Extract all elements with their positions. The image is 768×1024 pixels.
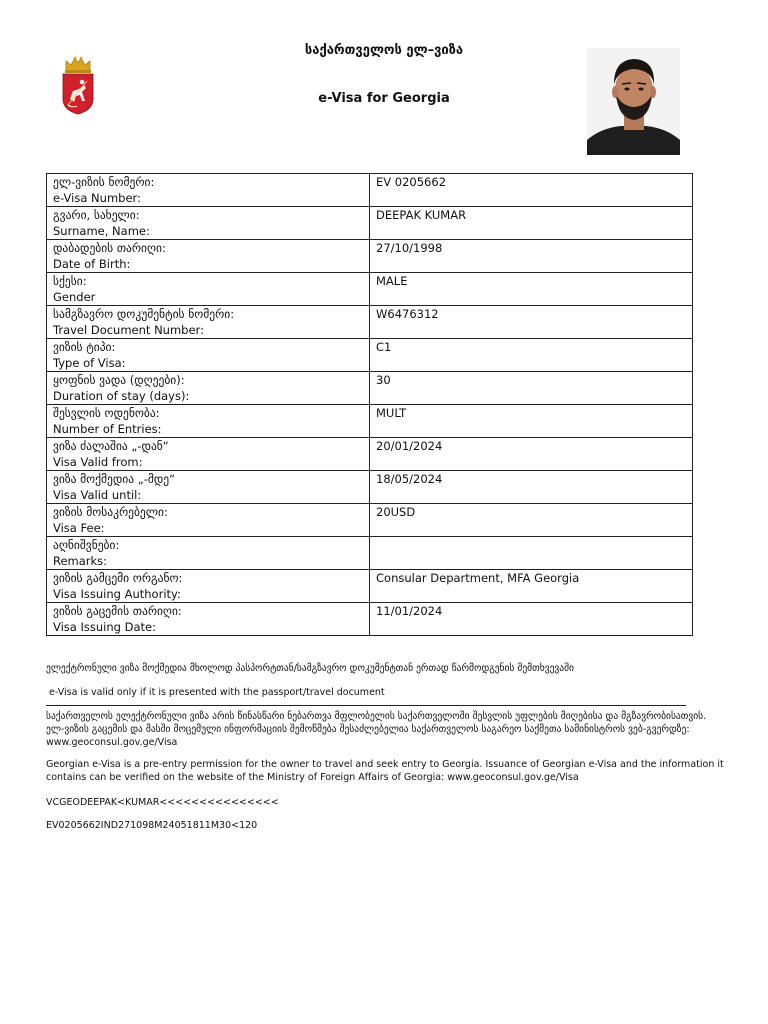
field-value: 27/10/1998 [370,240,693,273]
holder-photo [587,48,680,155]
mrz-line-2: EV0205662IND271098M24051811M30<120 [46,820,258,831]
field-value: 20USD [370,504,693,537]
label-en: Duration of stay (days): [53,388,190,403]
validity-note-ka: ელექტრონული ვიზა მოქმედია მხოლოდ პასპორტთან/სამგზავრო დოკუმენტთან ერთად წარმოდგენის შემთხვევაში [46,663,574,674]
field-value: DEEPAK KUMAR [370,207,693,240]
field-value: MULT [370,405,693,438]
field-value: 20/01/2024 [370,438,693,471]
table-row [47,570,693,603]
table-row [47,372,693,405]
field-label [47,207,370,240]
label-ka: სქესი: [53,274,87,288]
label-en: Travel Document Number: [53,322,204,337]
field-label [47,372,370,405]
table-row [47,438,693,471]
table-row [47,273,693,306]
label-ka: სამგზავრო დოკუმენტის ნომერი: [53,307,235,321]
label-en: Visa Valid from: [53,454,143,469]
label-ka: ვიზის ტიპი: [53,340,116,354]
label-ka: შესვლის ოდენობა: [53,406,160,420]
field-label [47,240,370,273]
label-en: Visa Issuing Date: [53,619,156,634]
field-label [47,273,370,306]
table-row [47,207,693,240]
label-ka: ვიზის მოსაკრებელი: [53,505,168,519]
field-value: 18/05/2024 [370,471,693,504]
field-value: 30 [370,372,693,405]
label-ka: გვარი, სახელი: [53,208,140,222]
table-row [47,405,693,438]
label-ka: ელ-ვიზის ნომერი: [53,175,155,189]
field-label [47,471,370,504]
label-ka: ვიზის გამცემი ორგანო: [53,571,183,585]
title-english: e-Visa for Georgia [318,91,450,106]
table-row [47,603,693,636]
field-label [47,306,370,339]
table-row [47,240,693,273]
field-value: EV 0205662 [370,174,693,207]
mrz-line-1: VCGEODEEPAK<KUMAR<<<<<<<<<<<<<<< [46,797,279,808]
georgia-coat-of-arms-icon [60,55,96,115]
field-label [47,339,370,372]
field-label [47,174,370,207]
field-label [47,504,370,537]
field-value: C1 [370,339,693,372]
label-en: Visa Fee: [53,520,105,535]
field-value: W6476312 [370,306,693,339]
table-row [47,471,693,504]
field-label [47,438,370,471]
label-ka: ვიზა მოქმედია „-მდე“ [53,472,176,486]
validity-note-en: e-Visa is valid only if it is presented with the passport/travel document [49,687,385,698]
label-ka: ვიზის გაცემის თარიღი: [53,604,182,618]
field-label [47,537,370,570]
title-georgian: საქართველოს ელ–ვიზა [304,43,464,58]
permission-note-en: Georgian e-Visa is a pre-entry permission for the owner to travel and seek entry to Georgia. Issuance of Georgian e-Visa and the information it contains can be verified on the website of the Ministry of Foreign Affairs of Georgia: www.geoconsul.gov.ge/Visa [46,759,724,783]
field-label [47,603,370,636]
field-label [47,405,370,438]
table-row [47,339,693,372]
label-en: Type of Visa: [53,355,126,370]
label-en: Visa Issuing Authority: [53,586,181,601]
visa-details-table [46,173,693,636]
table-row [47,174,693,207]
permission-note-ka: საქართველოს ელექტრონული ვიზა არის წინასწარი ნებართვა მფლობელის საქართველოში შესვლის უფლების მიღებისა და მგზავრობისათვის. ელ-ვიზის გაცემის და მასში მოცემული ინფორმაციის შემოწმება შესაძლებელია საქართველოს საგარეო საქმეთა სამინისტროს ვებ-გვერდზე: www.geoconsul.gov.ge/Visa [46,711,707,748]
divider [46,705,686,706]
label-ka: ყოფნის ვადა (დღეები): [53,373,185,387]
label-en: Date of Birth: [53,256,131,271]
label-ka: დაბადების თარიღი: [53,241,166,255]
label-en: Remarks: [53,553,108,568]
label-en: Visa Valid until: [53,487,142,502]
label-ka: ვიზა ძალაშია „-დან“ [53,439,169,453]
table-row [47,537,693,570]
label-en: e-Visa Number: [53,190,141,205]
table-row [47,306,693,339]
label-en: Gender [53,289,96,304]
field-value [370,537,693,570]
field-value: 11/01/2024 [370,603,693,636]
field-label [47,570,370,603]
label-en: Number of Entries: [53,421,162,436]
table-row [47,504,693,537]
label-ka: აღნიშვნები: [53,538,120,552]
field-value: Consular Department, MFA Georgia [370,570,693,603]
field-value: MALE [370,273,693,306]
label-en: Surname, Name: [53,223,150,238]
